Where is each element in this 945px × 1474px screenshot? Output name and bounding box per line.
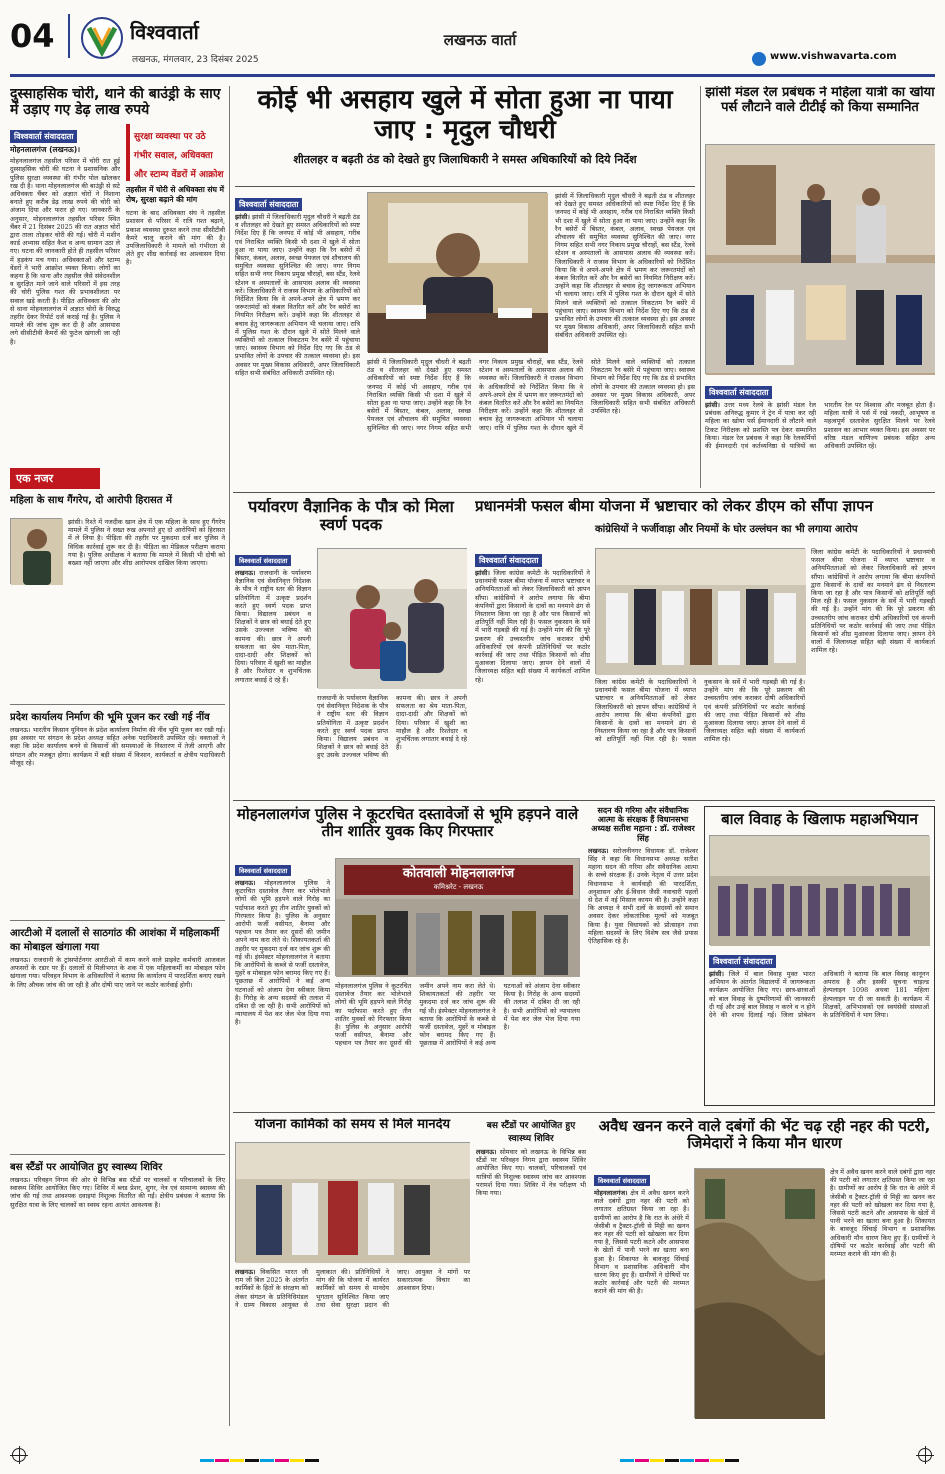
insurance-headline: प्रधानमंत्री फसल बीमा योजना में भ्रष्टाचार को लेकर डीएम को सौंपा ज्ञापन xyxy=(475,498,873,515)
police-photo xyxy=(335,858,580,976)
lead-body-2: झांसी में जिलाधिकारी मृदुल चौधरी ने बढ़ती ठंड व शीतलहर को देखते हुए समस्त अधिकारियों को स्पष्ट निर्देश दिए हैं कि जनपद में कोई भी असहाय, गरीब एवं निराश्रित व्यक्ति किसी भी दशा में खुले में सोता हुआ ना पाया जाए। उन्होंने कहा कि रैन बसेरों में बिस्तर, कंबल, अलाव, स्वच्छ पेयजल एवं शौचालय की समुचित व्यवस्था सुनिश्चित की जाए। नगर निगम सहित सभी नगर निकाय प्रमुख चौराहों, बस स्टैंड, रेलवे स्टेशन व अस्पतालों के आसपास अलाव की व्यवस्था करें। जिलाधिकारी ने राजस्व विभाग के अधिकारियों को निर्देशित किया कि वे अपने-अपने क्षेत्र में भ्रमण कर जरूरतमंदों को कंबल वितरित करें और रैन बसेरों का नियमित निरीक्षण करें। उन्होंने कहा कि शीतलहर से बचाव हेतु जागरूकता अभियान भी चलाया जाए। रात्रि में पुलिस गश्त के दौरान खुले में सोते मिलने वाले व्यक्तियों को तत्काल निकटतम रैन बसेरे में पहुंचाया जाए। स्वास्थ्य विभाग को निर्देश दिए गए कि ठंड से प्रभावित लोगों के उपचार की तत्काल व्यवस्था हो। इस अवसर पर मुख्य विकास अधिकारी, अपर जिलाधिकारी सहित सभी संबंधित अधिकारी उपस्थित रहे। xyxy=(555,192,695,340)
color-bar xyxy=(620,1452,750,1462)
byline: विश्ववार्ता संवाददाता xyxy=(235,198,302,211)
police-body: लखनऊ। मोहनलालगंज पुलिस ने कूटरचित दस्तावेज तैयार कर भोलेभाले लोगों की भूमि हड़पने वाले गिरोह का पर्दाफाश करते हुए तीन शातिर युवकों को गिरफ्तार किया है। पुलिस के अनुसार आरोपी फर्जी वसीयत, बैनामा और पहचान पत्र तैयार कर दूसरों की जमीन अपने नाम करा लेते थे। शिकायतकर्ता की तहरीर पर मुकदमा दर्ज कर जांच शुरू की गई थी। इंस्पेक्टर मोहनलालगंज ने बताया कि आरोपियों के कब्जे से फर्जी दस्तावेज, मुहरें व मोबाइल फोन बरामद किए गए हैं। पूछताछ में आरोपियों ने कई अन्य घटनाओं को अंजाम देना स्वीकार किया है। गिरोह के अन्य सदस्यों की तलाश में दबिश दी जा रही है। सभी आरोपियों को न्यायालय में पेश कर जेल भेज दिया गया है। xyxy=(235,879,330,1027)
byline: विश्ववार्ता संवाददाता xyxy=(475,554,542,567)
insurance-strap: कांग्रेसियों ने फर्जीवाड़ा और नियमों के घोर उल्लंघन का भी लगाया आरोप xyxy=(595,524,858,536)
busstand-story xyxy=(476,1118,586,1428)
insurance-body-2: जिला कांग्रेस कमेटी के पदाधिकारियों ने प्रधानमंत्री फसल बीमा योजना में व्याप्त भ्रष्टाचार व अनियमितताओं को लेकर जिलाधिकारी को ज्ञापन सौंपा। कांग्रेसियों ने आरोप लगाया कि बीमा कंपनियों द्वारा किसानों के दावों का मनमाने ढंग से निस्तारण किया जा रहा है और पात्र किसानों को क्षतिपूर्ति नहीं मिल रही है। फसल नुकसान के सर्वे में भारी गड़बड़ी की गई है। उन्होंने मांग की कि पूरे प्रकरण की उच्चस्तरीय जांच कराकर दोषी अधिकारियों एवं कंपनी प्रतिनिधियों पर कठोर कार्रवाई की जाए तथा पीड़ित किसानों को शीघ्र मुआवजा दिलाया जाए। ज्ञापन देने वालों में जिलाध्यक्ष सहित बड़ी संख्या में कार्यकर्ता शामिल रहे। xyxy=(595,678,805,744)
insurance-photo xyxy=(595,548,805,674)
lead-strap: शीतलहर व बढ़ती ठंड को देखते हुए जिलाधिकारी ने समस्त अधिकारियों को दिये निर्देश xyxy=(293,152,637,166)
nazar-item-3-headline: आरटीओ में दलालों से साठगांठ की आशंका में महिलाकर्मी का मोबाइल खंगाला गया xyxy=(10,928,220,953)
railway-photo xyxy=(705,144,935,374)
lead-headline: कोई भी असहाय खुले में सोता हुआ ना पाया जाए : मृदुल चौधरी xyxy=(257,86,673,145)
column-rule xyxy=(700,86,701,488)
masthead xyxy=(0,0,945,78)
byline: विश्ववार्ता संवाददाता xyxy=(705,386,772,399)
registration-mark xyxy=(12,1448,26,1462)
theft-place: मोहनलालगंज (लखनऊ)। xyxy=(10,145,81,155)
section-rule xyxy=(233,800,935,801)
page-number: 04 xyxy=(10,14,70,58)
website-globe-icon xyxy=(752,52,766,66)
website-link[interactable]: www.vishwavarta.com xyxy=(770,51,897,62)
gold-body-2: राजधानी के पर्यावरण वैज्ञानिक एवं सेवानिवृत्त निदेशक के पौत्र ने राष्ट्रीय स्तर की विज्ञान प्रतियोगिता में उत्कृष्ट प्रदर्शन करते हुए स्वर्ण पदक प्राप्त किया। विद्यालय प्रबंधन व शिक्षकों ने छात्र को बधाई देते हुए उसके उज्ज्वल भविष्य की कामना की। छात्र ने अपनी सफलता का श्रेय माता-पिता, दादा-दादी और शिक्षकों को दिया। परिवार में खुशी का माहौल है और रिश्तेदार व शुभचिंतक लगातार बधाई दे रहे हैं। xyxy=(317,694,467,760)
insurance-story xyxy=(475,498,935,794)
theft-body: मोहनलालगंज तहसील परिसर में चोरी रात हुई दुस्साहसिक चोरी की घटना ने प्रशासनिक और पुलिस सुरक्षा व्यवस्था की गंभीर पोल खोलकर रख दी है। थाना मोहनलालगंज की बाउंड्री से सटे अधिवक्ता चैंबर को अज्ञात चोरों ने निशाना बनाते हुए करीब डेढ़ लाख रुपये की चोरी को अंजाम दिया और फरार हो गए। जानकारी के अनुसार, मोहनलालगंज तहसील परिसर स्थित चैंबर में 21 दिसंबर 2025 की रात अज्ञात चोरों द्वारा ताला तोड़कर चोरी की गई। चोरी में मशीन कार्ड अभ्यास सहित कैश व अन्य सामान उठा ले गए। घटना की जानकारी होते ही तहसील परिसर में हड़कंप मच गया। अधिवक्ताओं और स्टाम्प वेंडरों ने भारी आक्रोश व्यक्त किया। लोगों का कहना है कि थाना और तहसील जैसे संवेदनशील व सुरक्षित माने जाने वाले परिसरों में इस तरह की चोरी पुलिस गश्त की प्रभावशीलता पर सवाल खड़े करती है। पीड़ित अधिवक्ता की ओर से थाना मोहनलालगंज में अज्ञात चोरों के विरुद्ध तहरीर देकर रिपोर्ट दर्ज कराई गई है। पुलिस ने मामले की जांच शुरू कर दी है और आसपास लगे सीसीटीवी कैमरों की फुटेज खंगाली जा रही है। xyxy=(10,157,120,346)
gold-story xyxy=(235,498,467,794)
nazar-item-1-headline: महिला के साथ गैंगरेप, दो आरोपी हिरासत में xyxy=(10,495,172,506)
sadan-headline: सदन की गरिमा और संवैधानिक आत्मा के संरक्षक हैं विधानसभा अध्यक्ष सतीश महाना : डॉ. राजेश्वर सिंह xyxy=(591,806,695,843)
mining-story xyxy=(594,1118,935,1428)
busstand-body: लखनऊ। सोमवार को लखनऊ के विभिन्न बस स्टैंडों पर परिवहन निगम द्वारा स्वास्थ्य शिविर आयोजित किए गए। चालकों, परिचालकों एवं यात्रियों की निशुल्क स्वास्थ्य जांच कर आवश्यक परामर्श दिया गया। शिविर में नेत्र परीक्षण भी किया गया। xyxy=(476,1148,586,1198)
nazar-item-1-body: झांसी। रिश्ते में नजदीक खान क्षेत्र में एक महिला के साथ हुए गैंगरेप मामले में पुलिस ने सख्त रुख अपनाते हुए दो आरोपियों को हिरासत में ले लिया है। पीड़िता की तहरीर पर मुकदमा दर्ज कर पुलिस ने विधिक कार्रवाई शुरू कर दी है। पीड़िता का मेडिकल परीक्षण कराया गया है। पुलिस अधीक्षक ने बताया कि मामले में किसी भी दोषी को बख्शा नहीं जाएगा और शीघ्र आरोपपत्र दाखिल किया जाएगा। xyxy=(68,518,225,568)
ek-nazar-box xyxy=(10,468,225,1426)
insurance-body-3: जिला कांग्रेस कमेटी के पदाधिकारियों ने प्रधानमंत्री फसल बीमा योजना में व्याप्त भ्रष्टाचार व अनियमितताओं को लेकर जिलाधिकारी को ज्ञापन सौंपा। कांग्रेसियों ने आरोप लगाया कि बीमा कंपनियों द्वारा किसानों के दावों का मनमाने ढंग से निस्तारण किया जा रहा है और पात्र किसानों को क्षतिपूर्ति नहीं मिल रही है। फसल नुकसान के सर्वे में भारी गड़बड़ी की गई है। उन्होंने मांग की कि पूरे प्रकरण की उच्चस्तरीय जांच कराकर दोषी अधिकारियों एवं कंपनी प्रतिनिधियों पर कठोर कार्रवाई की जाए तथा पीड़ित किसानों को शीघ्र मुआवजा दिलाया जाए। ज्ञापन देने वालों में जिलाध्यक्ष सहित बड़ी संख्या में कार्यकर्ता शामिल रहे। xyxy=(811,548,935,655)
theft-pull-quote xyxy=(126,124,225,181)
sadan-story xyxy=(588,806,698,1106)
mining-photo xyxy=(694,1168,824,1418)
police-story xyxy=(235,806,580,1106)
gold-body: लखनऊ। राजधानी के पर्यावरण वैज्ञानिक एवं सेवानिवृत्त निदेशक के पौत्र ने राष्ट्रीय स्तर की विज्ञान प्रतियोगिता में उत्कृष्ट प्रदर्शन करते हुए स्वर्ण पदक प्राप्त किया। विद्यालय प्रबंधन व शिक्षकों ने छात्र को बधाई देते हुए उसके उज्ज्वल भविष्य की कामना की। छात्र ने अपनी सफलता का श्रेय माता-पिता, दादा-दादी और शिक्षकों को दिया। परिवार में खुशी का माहौल है और रिश्तेदार व शुभचिंतक लगातार बधाई दे रहे हैं। xyxy=(235,569,311,684)
sadan-body: लखनऊ। सरोजनीनगर विधायक डॉ. राजेश्वर सिंह ने कहा कि विधानसभा अध्यक्ष सतीश महाना सदन की गरिमा और संवैधानिक आत्मा के सच्चे संरक्षक हैं। उनके नेतृत्व में उत्तर प्रदेश विधानसभा ने कार्यवाही की पारदर्शिता, अनुशासन और ई-विधान जैसी नवाचारी पहलों से देश में नई मिसाल कायम की है। उन्होंने कहा कि अध्यक्ष ने सभी दलों के सदस्यों को समान अवसर देकर लोकतांत्रिक मूल्यों को मजबूत किया है। युवा विधायकों को प्रोत्साहन तथा महिला सदस्यों के लिए विशेष सत्र जैसे प्रयास ऐतिहासिक रहे हैं। xyxy=(588,846,698,945)
masthead-rule xyxy=(10,74,935,77)
byline: विश्ववार्ता संवाददाता xyxy=(594,1175,650,1186)
nazar-item-2-headline: प्रदेश कार्यालय निर्माण की भूमि पूजन कर रखी गई नींव xyxy=(10,712,210,723)
byline: विश्ववार्ता संवाददाता xyxy=(10,130,77,143)
gold-photo xyxy=(317,548,467,688)
lead-body-1: झांसी। झांसी में जिलाधिकारी मृदुल चौधरी ने बढ़ती ठंड व शीतलहर को देखते हुए समस्त अधिकारियों को स्पष्ट निर्देश दिए हैं कि जनपद में कोई भी असहाय, गरीब एवं निराश्रित व्यक्ति किसी भी दशा में खुले में सोता हुआ ना पाया जाए। उन्होंने कहा कि रैन बसेरों में बिस्तर, कंबल, अलाव, स्वच्छ पेयजल एवं शौचालय की समुचित व्यवस्था सुनिश्चित की जाए। नगर निगम सहित सभी नगर निकाय प्रमुख चौराहों, बस स्टैंड, रेलवे स्टेशन व अस्पतालों के आसपास अलाव की व्यवस्था करें। जिलाधिकारी ने राजस्व विभाग के अधिकारियों को निर्देशित किया कि वे अपने-अपने क्षेत्र में भ्रमण कर जरूरतमंदों को कंबल वितरित करें और रैन बसेरों का नियमित निरीक्षण करें। उन्होंने कहा कि शीतलहर से बचाव हेतु जागरूकता अभियान भी चलाया जाए। रात्रि में पुलिस गश्त के दौरान खुले में सोते मिलने वाले व्यक्तियों को तत्काल निकटतम रैन बसेरे में पहुंचाया जाए। स्वास्थ्य विभाग को निर्देश दिए गए कि ठंड से प्रभावित लोगों के उपचार की तत्काल व्यवस्था हो। इस अवसर पर मुख्य विकास अधिकारी, अपर जिलाधिकारी सहित सभी संबंधित अधिकारी उपस्थित रहे। xyxy=(235,213,360,377)
police-headline: मोहनलालगंज पुलिस ने कूटरचित दस्तावेजों से भूमि हड़पने वाले तीन शातिर युवक किए गिरफ्तार xyxy=(236,806,579,841)
insurance-body: झांसी। जिला कांग्रेस कमेटी के पदाधिकारियों ने प्रधानमंत्री फसल बीमा योजना में व्याप्त भ्रष्टाचार व अनियमितताओं को लेकर जिलाधिकारी को ज्ञापन सौंपा। कांग्रेसियों ने आरोप लगाया कि बीमा कंपनियों द्वारा किसानों के दावों का मनमाने ढंग से निस्तारण किया जा रहा है और पात्र किसानों को क्षतिपूर्ति नहीं मिल रही है। फसल नुकसान के सर्वे में भारी गड़बड़ी की गई है। उन्होंने मांग की कि पूरे प्रकरण की उच्चस्तरीय जांच कराकर दोषी अधिकारियों एवं कंपनी प्रतिनिधियों पर कठोर कार्रवाई की जाए तथा पीड़ित किसानों को शीघ्र मुआवजा दिलाया जाए। ज्ञापन देने वालों में जिलाध्यक्ष सहित बड़ी संख्या में कार्यकर्ता शामिल रहे। xyxy=(475,569,590,684)
gold-headline: पर्यावरण वैज्ञानिक के पौत्र को मिला स्वर्ण पदक xyxy=(248,498,454,535)
railway-body: झांसी। उत्तर मध्य रेलवे के झांसी मंडल रेल प्रबंधक अनिरुद्ध कुमार ने ट्रेन में यात्रा कर रही महिला का खोया पर्स ईमानदारी से लौटाने वाले टिकट निरीक्षक को प्रशस्ति पत्र देकर सम्मानित किया। मंडल रेल प्रबंधक ने कहा कि रेलकर्मियों की ईमानदारी एवं कर्तव्यनिष्ठा से यात्रियों का भारतीय रेल पर विश्वास और मजबूत होता है। महिला यात्री ने पर्स में रखे नकदी, आभूषण व महत्वपूर्ण दस्तावेज सुरक्षित मिलने पर रेलवे प्रशासन का आभार व्यक्त किया। इस अवसर पर वरिष्ठ मंडल वाणिज्य प्रबंधक सहित अन्य अधिकारी उपस्थित रहे। xyxy=(705,401,935,451)
yojana-story xyxy=(235,1118,470,1428)
byline: विश्ववार्ता संवाददाता xyxy=(709,955,776,968)
brand-name: विश्ववार्ता xyxy=(130,20,199,44)
lead-body-3: झांसी में जिलाधिकारी मृदुल चौधरी ने बढ़ती ठंड व शीतलहर को देखते हुए समस्त अधिकारियों को स्पष्ट निर्देश दिए हैं कि जनपद में कोई भी असहाय, गरीब एवं निराश्रित व्यक्ति किसी भी दशा में खुले में सोता हुआ ना पाया जाए। उन्होंने कहा कि रैन बसेरों में बिस्तर, कंबल, अलाव, स्वच्छ पेयजल एवं शौचालय की समुचित व्यवस्था सुनिश्चित की जाए। नगर निगम सहित सभी नगर निकाय प्रमुख चौराहों, बस स्टैंड, रेलवे स्टेशन व अस्पतालों के आसपास अलाव की व्यवस्था करें। जिलाधिकारी ने राजस्व विभाग के अधिकारियों को निर्देशित किया कि वे अपने-अपने क्षेत्र में भ्रमण कर जरूरतमंदों को कंबल वितरित करें और रैन बसेरों का नियमित निरीक्षण करें। उन्होंने कहा कि शीतलहर से बचाव हेतु जागरूकता अभियान भी चलाया जाए। रात्रि में पुलिस गश्त के दौरान खुले में सोते मिलने वाले व्यक्तियों को तत्काल निकटतम रैन बसेरे में पहुंचाया जाए। स्वास्थ्य विभाग को निर्देश दिए गए कि ठंड से प्रभावित लोगों के उपचार की तत्काल व्यवस्था हो। इस अवसर पर मुख्य विकास अधिकारी, अपर जिलाधिकारी सहित सभी संबंधित अधिकारी उपस्थित रहे। xyxy=(367,358,695,432)
railway-headline: झांसी मंडल रेल प्रबंधक ने महिला यात्री का खोया पर्स लौटाने वाले टीटीई को किया सम्मानित xyxy=(705,86,935,115)
byline: विश्ववार्ता संवाददाता xyxy=(235,865,291,876)
nazar-item-4-headline: बस स्टैंडों पर आयोजित हुए स्वास्थ्य शिविर xyxy=(10,1162,163,1173)
childmarriage-story xyxy=(704,806,935,1106)
nazar-item-3-body: लखनऊ। राजधानी के ट्रांसपोर्टनगर आरटीओ में काम करने वाले प्राइवेट कर्मचारी आजकल अफसरों के रडार पर हैं। दलालों से मिलीभगत के शक में एक महिलाकर्मी का मोबाइल फोन खंगाला गया। परिवहन विभाग के अधिकारियों ने बताया कि कार्यालय में पारदर्शिता बनाए रखने के लिए औचक जांच की जा रही है और दोषी पाए जाने पर कठोर कार्रवाई होगी। xyxy=(10,956,225,989)
lead-story xyxy=(235,86,695,488)
theft-headline: दुस्साहसिक चोरी, थाने की बाउंड्री के साए में उड़ाए गए डेढ़ लाख रुपये xyxy=(10,86,221,119)
column-rule xyxy=(229,86,230,1426)
mining-body: मोहनलालगंज। क्षेत्र में अवैध खनन करने वाले दबंगों द्वारा नहर की पटरी को लगातार क्षतिग्रस्त किया जा रहा है। ग्रामीणों का आरोप है कि रात के अंधेरे में जेसीबी व ट्रैक्टर-ट्रॉली से मिट्टी का खनन कर नहर की पटरी को खोखला कर दिया गया है, जिससे पटरी कटने और आसपास के खेतों में पानी भरने का खतरा बना हुआ है। शिकायत के बावजूद सिंचाई विभाग व प्रशासनिक अधिकारी मौन धारण किए हुए हैं। ग्रामीणों ने दोषियों पर कठोर कार्रवाई और पटरी की मरम्मत कराने की मांग की है। xyxy=(594,1189,689,1296)
yojana-headline: योजना कार्मिकों को समय से मिले मानदेय xyxy=(254,1118,451,1132)
railway-story xyxy=(705,86,935,488)
registration-mark xyxy=(918,1448,932,1462)
section-rule xyxy=(233,1112,935,1113)
childmarriage-body: झांसी। जिले में बाल विवाह मुक्त भारत अभियान के अंतर्गत विद्यालयों में जागरूकता कार्यक्रम आयोजित किए गए। छात्र-छात्राओं को बाल विवाह के दुष्परिणामों की जानकारी दी गई और उन्हें बाल विवाह न करने व न होने देने की शपथ दिलाई गई। जिला प्रोबेशन अधिकारी ने बताया कि बाल विवाह कानूनन अपराध है और इसकी सूचना चाइल्ड हेल्पलाइन 1098 अथवा 181 महिला हेल्पलाइन पर दी जा सकती है। कार्यक्रम में शिक्षकों, अभिभावकों एवं स्वयंसेवी संस्थाओं के प्रतिनिधियों ने भाग लिया। xyxy=(709,970,929,1020)
theft-story xyxy=(10,86,225,458)
yojana-photo xyxy=(235,1142,470,1262)
byline: विश्ववार्ता संवाददाता xyxy=(235,555,291,566)
theft-quote-text: सुरक्षा व्यवस्था पर उठे गंभीर सवाल, अधिवक्ता और स्टाम्प वेंडरों में आक्रोश xyxy=(134,132,224,181)
nazar-item-2-body: लखनऊ। भारतीय किसान यूनियन के प्रदेश कार्यालय निर्माण की नींव भूमि पूजन कर रखी गई। इस अवसर पर संगठन के प्रदेश अध्यक्ष सहित अनेक पदाधिकारी उपस्थित रहे। वक्ताओं ने कहा कि प्रदेश कार्यालय बनने से किसानों की समस्याओं के निस्तारण में तेजी आएगी और संगठन और मजबूत होगा। कार्यक्रम में बड़ी संख्या में किसान, कार्यकर्ता व क्षेत्रीय पदाधिकारी मौजूद रहे। xyxy=(10,726,225,767)
busstand-headline: बस स्टैंडों पर आयोजित हुए स्वास्थ्य शिविर xyxy=(486,1121,576,1144)
color-bar xyxy=(200,1452,330,1462)
lead-photo xyxy=(367,192,547,352)
brand-logo-icon xyxy=(80,16,124,60)
section-rule xyxy=(233,492,935,493)
nazar-item-4-body: लखनऊ। परिवहन निगम की ओर से विभिन्न बस स्टैंडों पर चालकों व परिचालकों के लिए स्वास्थ्य शिविर आयोजित किए गए। शिविर में ब्लड प्रेशर, शुगर, नेत्र एवं सामान्य स्वास्थ्य की जांच की गई तथा आवश्यक दवाइयां निशुल्क वितरित की गईं। क्षेत्रीय प्रबंधक ने बताया कि सुरक्षित यात्रा के लिए चालकों का स्वस्थ रहना अत्यंत आवश्यक है। xyxy=(10,1176,225,1209)
mining-body-2: क्षेत्र में अवैध खनन करने वाले दबंगों द्वारा नहर की पटरी को लगातार क्षतिग्रस्त किया जा रहा है। ग्रामीणों का आरोप है कि रात के अंधेरे में जेसीबी व ट्रैक्टर-ट्रॉली से मिट्टी का खनन कर नहर की पटरी को खोखला कर दिया गया है, जिससे पटरी कटने और आसपास के खेतों में पानी भरने का खतरा बना हुआ है। शिकायत के बावजूद सिंचाई विभाग व प्रशासनिक अधिकारी मौन धारण किए हुए हैं। ग्रामीणों ने दोषियों पर कठोर कार्रवाई और पटरी की मरम्मत कराने की मांग की है। xyxy=(830,1168,935,1259)
yojana-body: लखनऊ। विकसित भारत जी राम जी बिल 2025 के अंतर्गत कार्मिकों के हितों के संरक्षण को लेकर संगठन के प्रतिनिधिमंडल ने ग्राम्य विकास आयुक्त से मुलाकात की। प्रतिनिधियों ने मांग की कि योजना में कार्यरत कार्मिकों को समय से मानदेय भुगतान सुनिश्चित किया जाए तथा सेवा सुरक्षा प्रदान की जाए। आयुक्त ने मांगों पर सकारात्मक विचार का आश्वासन दिया। xyxy=(235,1268,470,1309)
police-station-sign: कोतवाली मोहनलालगंज कमिश्नरेट - लखनऊ xyxy=(344,865,573,895)
theft-body-2: घटना के बाद अधिवक्ता संघ ने तहसील प्रशासन से परिसर में रात्रि गश्त बढ़ाने, प्रकाश व्यवस्था दुरुस्त करने तथा सीसीटीवी कैमरे चालू कराने की मांग की है। उपजिलाधिकारी ने मामले को गंभीरता से लेते हुए शीघ्र कार्रवाई का आश्वासन दिया है। xyxy=(126,209,225,267)
dateline: लखनऊ, मंगलवार, 23 दिसंबर 2025 xyxy=(132,55,259,65)
nazar-item-1-photo xyxy=(10,518,62,584)
section-title: लखनऊ वार्ता xyxy=(443,31,517,49)
ek-nazar-label: एक नजर xyxy=(10,468,100,489)
theft-subhead: तहसील में चोरी से अधिवक्ता संघ में रोष, सुरक्षा बढ़ाने की मांग xyxy=(126,185,224,205)
police-body-2: मोहनलालगंज पुलिस ने कूटरचित दस्तावेज तैयार कर भोलेभाले लोगों की भूमि हड़पने वाले गिरोह का पर्दाफाश करते हुए तीन शातिर युवकों को गिरफ्तार किया है। पुलिस के अनुसार आरोपी फर्जी वसीयत, बैनामा और पहचान पत्र तैयार कर दूसरों की जमीन अपने नाम करा लेते थे। शिकायतकर्ता की तहरीर पर मुकदमा दर्ज कर जांच शुरू की गई थी। इंस्पेक्टर मोहनलालगंज ने बताया कि आरोपियों के कब्जे से फर्जी दस्तावेज, मुहरें व मोबाइल फोन बरामद किए गए हैं। पूछताछ में आरोपियों ने कई अन्य घटनाओं को अंजाम देना स्वीकार किया है। गिरोह के अन्य सदस्यों की तलाश में दबिश दी जा रही है। सभी आरोपियों को न्यायालय में पेश कर जेल भेज दिया गया है। xyxy=(335,982,580,1048)
mining-headline: अवैध खनन करने वाले दबंगों की भेंट चढ़ रही नहर की पटरी, जिमेदारों ने किया मौन धारण xyxy=(598,1118,931,1153)
childmarriage-headline: बाल विवाह के खिलाफ महाअभियान xyxy=(721,810,918,828)
childmarriage-photo xyxy=(709,835,929,945)
